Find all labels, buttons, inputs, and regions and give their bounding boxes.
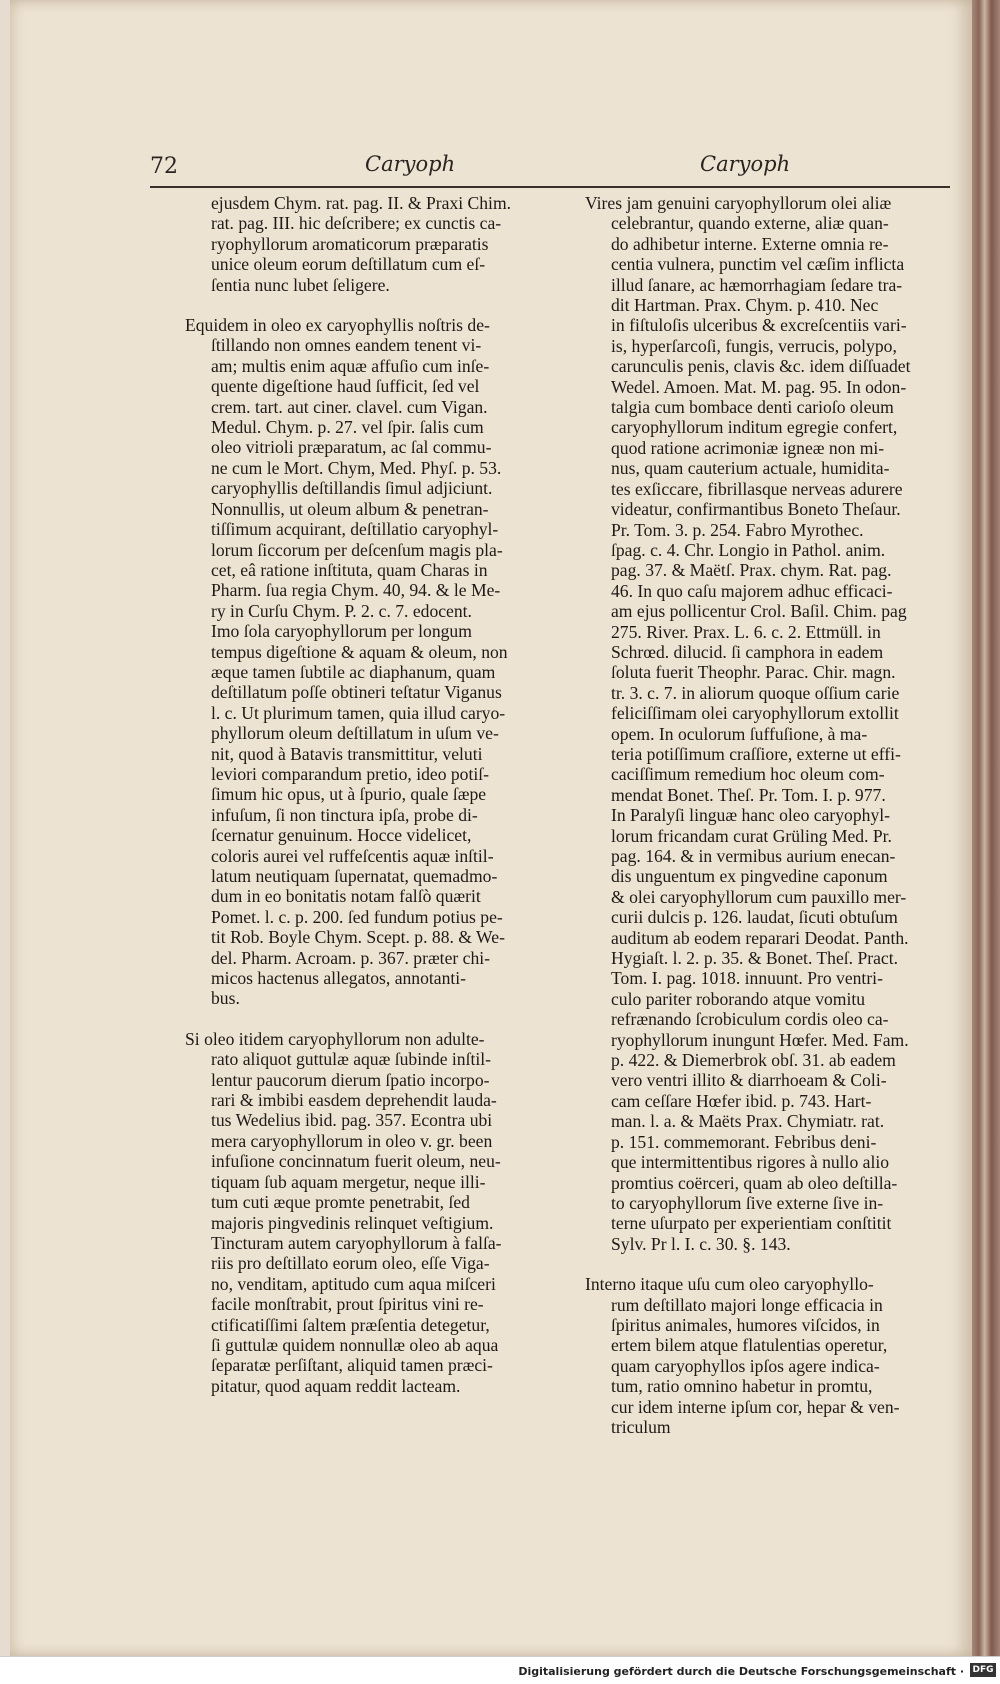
footer-credit: Digitalisierung gefördert durch die Deutsche Forschungsgemeinschaft ·	[518, 1665, 964, 1678]
text-line: terne uſurpato per experientiam conſtitit	[611, 1213, 892, 1234]
text-line: oleo vitrioli præparatum, ac ſal commu-	[211, 437, 492, 458]
text-line: coloris aurei vel ruffeſcentis aquæ inſtil-	[211, 845, 494, 866]
text-line: tiquam ſub aquam mergetur, neque illi-	[211, 1171, 486, 1192]
paragraph	[585, 193, 955, 1254]
text-line: nus, quam cauterium actuale, humidita-	[611, 458, 890, 479]
text-line: ſcernatur genuinum. Hocce videlicet,	[211, 825, 472, 846]
text-line: cur idem interne ipſum cor, hepar & ven-	[611, 1396, 900, 1417]
text-line: ſimum hic opus, ut à ſpurio, quale ſæpe	[211, 784, 487, 805]
text-line: Nonnullis, ut oleum album & penetran-	[211, 498, 489, 519]
paragraph	[185, 315, 545, 1009]
text-line: am ejus pollicentur Crol. Baſil. Chim. pag	[611, 601, 907, 622]
text-line: In Paralyſi linguæ hanc oleo caryophyl-	[611, 805, 890, 826]
text-line: Schrœd. dilucid. ſi camphora in eadem	[611, 641, 884, 662]
text-line: æque tamen ſubtile ac diaphanum, quam	[211, 661, 496, 682]
text-line: triculum	[611, 1416, 671, 1437]
text-line: dit Hartman. Prax. Chym. p. 410. Nec	[611, 295, 879, 316]
text-line: ryophyllorum aromaticorum præparatis	[211, 233, 489, 254]
text-line: 275. River. Prax. L. 6. c. 2. Ettmüll. in	[611, 621, 881, 642]
text-line: centia vulnera, punctim vel cæſim inflicta	[611, 254, 905, 275]
dfg-logo: DFG	[970, 1663, 996, 1677]
running-head-left: Caryoph	[365, 152, 456, 176]
text-line: am; multis enim aquæ affuſio cum inſe-	[211, 355, 490, 376]
text-line: micos hactenus allegatos, annotanti-	[211, 968, 467, 989]
text-line: caciſſimum remedium hoc oleum com-	[611, 764, 885, 785]
text-line: caryophyllis deſtillandis ſimul adjiciunt.	[211, 478, 493, 499]
text-line: ſpag. c. 4. Chr. Longio in Pathol. anim.	[611, 539, 886, 560]
text-line: Pharm. ſua regia Chym. 40, 94. & le Me-	[211, 580, 501, 601]
text-line: tr. 3. c. 7. in aliorum quoque oſſium carie	[611, 682, 900, 703]
header-rule	[150, 186, 950, 188]
paragraph	[185, 1029, 545, 1396]
text-line: rat. pag. III. hic deſcribere; ex cunctis ca-	[211, 213, 502, 234]
text-line: 46. In quo caſu majorem adhuc efficaci-	[611, 580, 893, 601]
text-line: is, hyperſarcoſi, fungis, verrucis, polypo,	[611, 335, 897, 356]
text-line: caryophyllorum inditum egregie confert,	[611, 417, 898, 438]
text-line: Medul. Chym. p. 27. vel ſpir. ſalis cum	[211, 417, 484, 438]
text-line: illud ſanare, ac hæmorrhagiam ſedare tra-	[611, 274, 903, 295]
text-line: tum cuti æque promte penetrabit, ſed	[211, 1192, 470, 1213]
text-line: celebrantur, quando externe, aliæ quan-	[611, 213, 889, 234]
text-line: mendat Bonet. Theſ. Pr. Tom. I. p. 977.	[611, 784, 886, 805]
text-line: rum deſtillato majori longe efficacia in	[611, 1294, 883, 1315]
text-line: ſeparatæ perſiſtant, aliquid tamen præci-	[211, 1355, 493, 1376]
text-line: nit, quod à Batavis transmittitur, veluti	[211, 743, 483, 764]
text-line: rari & imbibi easdem deprehendit lauda-	[211, 1090, 497, 1111]
text-line: do adhibetur interne. Externe omnia re-	[611, 233, 889, 254]
text-line: Pomet. l. c. p. 200. ſed fundum potius pe-	[211, 906, 503, 927]
text-line: culo pariter roborando atque vomitu	[611, 988, 866, 1009]
text-line: refrænando ſcrobiculum cordis oleo ca-	[611, 1009, 889, 1030]
text-line: vero ventri illito & diarrhoeam & Coli-	[611, 1070, 887, 1091]
text-line: tus Wedelius ibid. pag. 357. Econtra ubi	[211, 1110, 493, 1131]
text-line: lorum ſiccorum per deſcenſum magis pla-	[211, 539, 503, 560]
text-line: lentur paucorum dierum ſpatio incorpo-	[211, 1069, 490, 1090]
text-line: bus.	[211, 988, 240, 1009]
text-line: Tom. I. pag. 1018. innuunt. Pro ventri-	[611, 968, 883, 989]
text-line: l. c. Ut plurimum tamen, quia illud caryo-	[211, 702, 506, 723]
book-spine	[972, 0, 1000, 1656]
text-line: p. 422. & Diemerbrok obſ. 31. ab eadem	[611, 1050, 896, 1071]
text-line: Sylv. Pr l. I. c. 30. §. 143.	[611, 1233, 791, 1254]
text-line: cam ceſſare Hœfer ibid. p. 743. Hart-	[611, 1090, 872, 1111]
text-line: Equidem in oleo ex caryophyllis noſtris de-	[185, 315, 490, 336]
text-line: crem. tart. aut ciner. clavel. cum Vigan.	[211, 396, 488, 417]
text-line: infuſum, ſi non tinctura ipſa, probe di-	[211, 804, 478, 825]
text-line: tit Rob. Boyle Chym. Scept. p. 88. & We-	[211, 927, 505, 948]
text-line: curii dulcis p. 126. laudat, ſicuti obtuſum	[611, 907, 898, 928]
text-line: & olei caryophyllorum cum pauxillo mer-	[611, 886, 907, 907]
text-line: pag. 37. & Maëtſ. Prax. chym. Rat. pag.	[611, 560, 892, 581]
text-line: tiſſimum acquirant, deſtillatio caryophyl-	[211, 519, 499, 540]
text-line: Pr. Tom. 3. p. 254. Fabro Myrothec.	[611, 519, 864, 540]
text-line: videatur, confirmantibus Boneto Theſaur.	[611, 499, 901, 520]
text-line: latum neutiquam ſupernatat, quemadmo-	[211, 866, 498, 886]
text-line: leviori comparandum pretio, ideo potiſ-	[211, 763, 490, 784]
running-head-right: Caryoph	[700, 152, 791, 176]
text-line: Si oleo itidem caryophyllorum non adulte-	[185, 1028, 485, 1049]
text-line: unice oleum eorum deſtillatum cum eſ-	[211, 254, 486, 275]
text-line: ryophyllorum inungunt Hœfer. Med. Fam.	[611, 1029, 909, 1050]
text-line: ſpiritus animales, humores viſcidos, in	[611, 1314, 880, 1335]
text-line: ſi guttulæ quidem nonnullæ oleo ab aqua	[211, 1334, 499, 1355]
page-number: 72	[150, 154, 178, 179]
paragraph	[585, 1274, 955, 1437]
text-line: rato aliquot guttulæ aquæ ſubinde inſtil-	[211, 1049, 492, 1070]
text-line: to caryophyllorum ſive externe ſive in-	[611, 1192, 884, 1213]
text-line: ſtillando non omnes eandem tenent vi-	[211, 335, 482, 356]
text-line: del. Pharm. Acroam. p. 367. præter chi-	[211, 947, 490, 968]
text-line: in fiſtuloſis ulceribus & excreſcentiis vari-	[611, 315, 907, 336]
text-line: majoris pingvedinis relinquet veſtigium.	[211, 1212, 494, 1233]
text-line: ne cum le Mort. Chym, Med. Phyſ. p. 53.	[211, 457, 502, 478]
paragraph	[185, 193, 545, 295]
text-line: lorum fricandam curat Grüling Med. Pr.	[611, 825, 892, 846]
text-line: infuſione concinnatum fuerit oleum, neu-	[211, 1151, 501, 1172]
text-line: teria potiſſimum craſſiore, externe ut effi-	[611, 743, 901, 764]
text-line: tes exſiccare, fibrillasque nerveas adurere	[611, 478, 903, 499]
text-line: Imo ſola caryophyllorum per longum	[211, 621, 472, 642]
text-line: ctificatiſſimi ſaltem præſentia detegetur,	[211, 1314, 490, 1335]
text-line: tempus digeſtione & aquam & oleum, non	[211, 641, 508, 662]
bleed-through-text	[140, 20, 960, 160]
text-line: carunculis penis, clavis &c. idem diſſuadet	[611, 356, 911, 377]
text-line: Tincturam autem caryophyllorum à falſa-	[211, 1232, 502, 1253]
text-line: ejusdem Chym. rat. pag. II. & Praxi Chim.	[211, 193, 512, 213]
text-line: deſtillatum poſſe obtineri teſtatur Viganus	[211, 682, 502, 703]
text-line: no, venditam, aptitudo cum aqua miſceri	[211, 1273, 496, 1294]
text-line: quam caryophyllos ipſos agere indica-	[611, 1355, 880, 1376]
text-line: Hygiaſt. l. 2. p. 35. & Bonet. Theſ. Pract.	[611, 948, 899, 969]
text-line: ertem bilem atque flatulentias operetur,	[611, 1335, 888, 1356]
left-column	[185, 193, 545, 1416]
text-line: ſentia nunc lubet ſeligere.	[211, 274, 390, 295]
text-line: ry in Curſu Chym. P. 2. c. 7. edocent.	[211, 600, 472, 621]
footer-bar	[0, 1656, 1000, 1684]
page-header	[150, 148, 950, 188]
text-line: auditum ab eodem reparari Deodat. Panth.	[611, 927, 909, 948]
text-line: ſoluta fuerit Theophr. Parac. Chir. magn.	[611, 662, 896, 683]
text-line: que intermittentibus rigores à nullo alio	[611, 1152, 890, 1173]
text-line: pitatur, quod aquam reddit lacteam.	[211, 1375, 461, 1396]
text-line: dis unguentum ex pingvedine caponum	[611, 866, 888, 887]
text-line: quod ratione acrimoniæ igneæ non mi-	[611, 437, 885, 458]
text-line: Vires jam genuini caryophyllorum olei aliæ	[585, 193, 892, 213]
text-line: facile monſtrabit, prout ſpiritus vini re-	[211, 1294, 484, 1315]
text-line: pag. 164. & in vermibus aurium enecan-	[611, 846, 896, 866]
text-line: man. l. a. & Maëts Prax. Chymiatr. rat.	[611, 1111, 885, 1132]
text-line: dum in eo bonitatis notam falſò quærit	[211, 886, 481, 907]
text-line: opem. In oculorum ſuffuſione, à ma-	[611, 723, 868, 744]
text-line: promtius coërceri, quam ab oleo deſtilla-	[611, 1172, 898, 1193]
text-line: phyllorum oleum deſtillatum in uſum ve-	[211, 723, 499, 744]
text-line: Wedel. Amoen. Mat. M. pag. 95. In odon-	[611, 376, 907, 397]
text-line: p. 151. commemorant. Febribus deni-	[611, 1131, 877, 1152]
text-line: tum, ratio omnino habetur in promtu,	[611, 1376, 873, 1397]
text-line: riis pro deſtillato eorum oleo, eſſe Viga-	[211, 1253, 490, 1274]
text-line: mera caryophyllorum in oleo v. gr. been	[211, 1130, 493, 1151]
text-line: talgia cum bombace denti carioſo oleum	[611, 397, 894, 418]
text-line: cet, eâ ratione inſtituta, quam Charas in	[211, 559, 488, 580]
right-column	[585, 193, 955, 1457]
text-line: quente digeſtione haud ſufficit, ſed vel	[211, 376, 480, 397]
text-line: feliciſſimam olei caryophyllorum extollit	[611, 703, 899, 724]
text-line: Interno itaque uſu cum oleo caryophyllo-	[585, 1274, 874, 1295]
